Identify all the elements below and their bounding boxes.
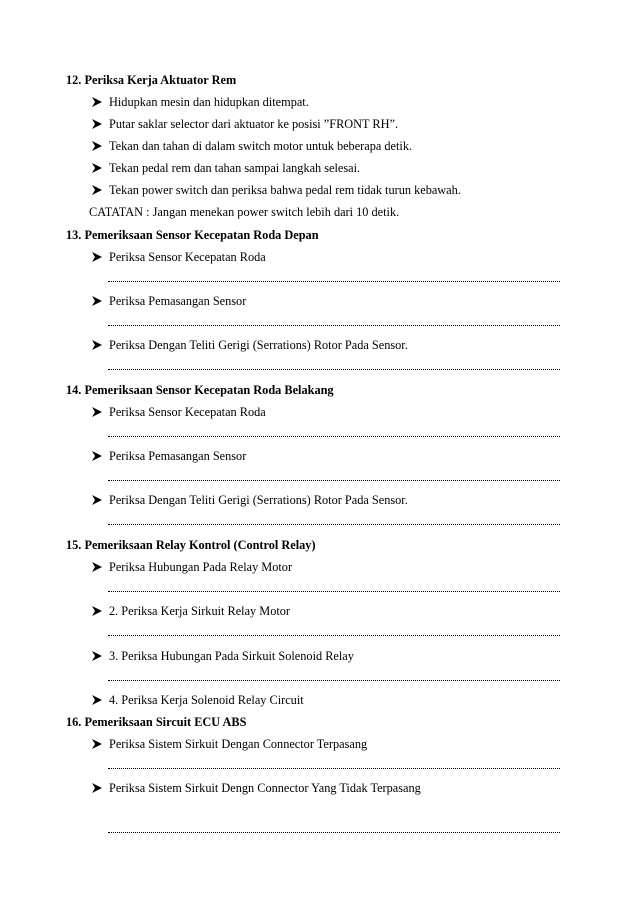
arrow-bullet-icon <box>92 183 109 197</box>
note-text: CATATAN : Jangan menekan power switch lebih dari 10 detik. <box>89 205 400 219</box>
arrow-bullet-icon <box>92 117 109 131</box>
arrow-bullet-icon <box>92 493 109 507</box>
list-item: Periksa Pemasangan Sensor <box>92 294 246 308</box>
dotted-answer-line <box>108 831 560 833</box>
arrow-bullet-icon <box>92 161 109 175</box>
dotted-answer-line <box>108 590 560 592</box>
arrow-bullet-icon <box>92 781 109 795</box>
list-item: Periksa Sistem Sirkuit Dengn Connector Yang Tidak Terpasang <box>92 781 421 795</box>
arrow-bullet-icon <box>92 604 109 618</box>
list-item: 3. Periksa Hubungan Pada Sirkuit Solenoid Relay <box>92 649 354 663</box>
arrow-bullet-icon <box>92 449 109 463</box>
dotted-answer-line <box>108 368 560 370</box>
dotted-answer-line <box>108 679 560 681</box>
dotted-answer-line <box>108 435 560 437</box>
list-item: Periksa Sistem Sirkuit Dengan Connector Terpasang <box>92 737 367 751</box>
arrow-bullet-icon <box>92 560 109 574</box>
dotted-answer-line <box>108 479 560 481</box>
arrow-bullet-icon <box>92 338 109 352</box>
dotted-answer-line <box>108 523 560 525</box>
section-heading: 15. Pemeriksaan Relay Kontrol (Control Relay) <box>66 538 316 552</box>
arrow-bullet-icon <box>92 139 109 153</box>
list-item: Putar saklar selector dari aktuator ke posisi ”FRONT RH”. <box>92 117 398 131</box>
arrow-bullet-icon <box>92 737 109 751</box>
list-item: Periksa Sensor Kecepatan Roda <box>92 405 266 419</box>
dotted-answer-line <box>108 324 560 326</box>
list-item: Periksa Hubungan Pada Relay Motor <box>92 560 292 574</box>
section-heading: 16. Pemeriksaan Sircuit ECU ABS <box>66 715 247 729</box>
section-heading: 13. Pemeriksaan Sensor Kecepatan Roda Depan <box>66 228 319 242</box>
dotted-answer-line <box>108 280 560 282</box>
list-item: Tekan pedal rem dan tahan sampai langkah selesai. <box>92 161 360 175</box>
list-item: Periksa Sensor Kecepatan Roda <box>92 250 266 264</box>
arrow-bullet-icon <box>92 649 109 663</box>
list-item: Hidupkan mesin dan hidupkan ditempat. <box>92 95 309 109</box>
arrow-bullet-icon <box>92 95 109 109</box>
arrow-bullet-icon <box>92 693 109 707</box>
arrow-bullet-icon <box>92 405 109 419</box>
list-item: Tekan dan tahan di dalam switch motor untuk beberapa detik. <box>92 139 412 153</box>
section-heading: 14. Pemeriksaan Sensor Kecepatan Roda Belakang <box>66 383 334 397</box>
list-item: Periksa Dengan Teliti Gerigi (Serrations) Rotor Pada Sensor. <box>92 338 408 352</box>
arrow-bullet-icon <box>92 294 109 308</box>
list-item: Periksa Pemasangan Sensor <box>92 449 246 463</box>
dotted-answer-line <box>108 634 560 636</box>
list-item: Periksa Dengan Teliti Gerigi (Serrations) Rotor Pada Sensor. <box>92 493 408 507</box>
list-item: Tekan power switch dan periksa bahwa pedal rem tidak turun kebawah. <box>92 183 461 197</box>
dotted-answer-line <box>108 767 560 769</box>
list-item: 4. Periksa Kerja Solenoid Relay Circuit <box>92 693 304 707</box>
section-heading: 12. Periksa Kerja Aktuator Rem <box>66 73 237 87</box>
list-item: 2. Periksa Kerja Sirkuit Relay Motor <box>92 604 290 618</box>
arrow-bullet-icon <box>92 250 109 264</box>
